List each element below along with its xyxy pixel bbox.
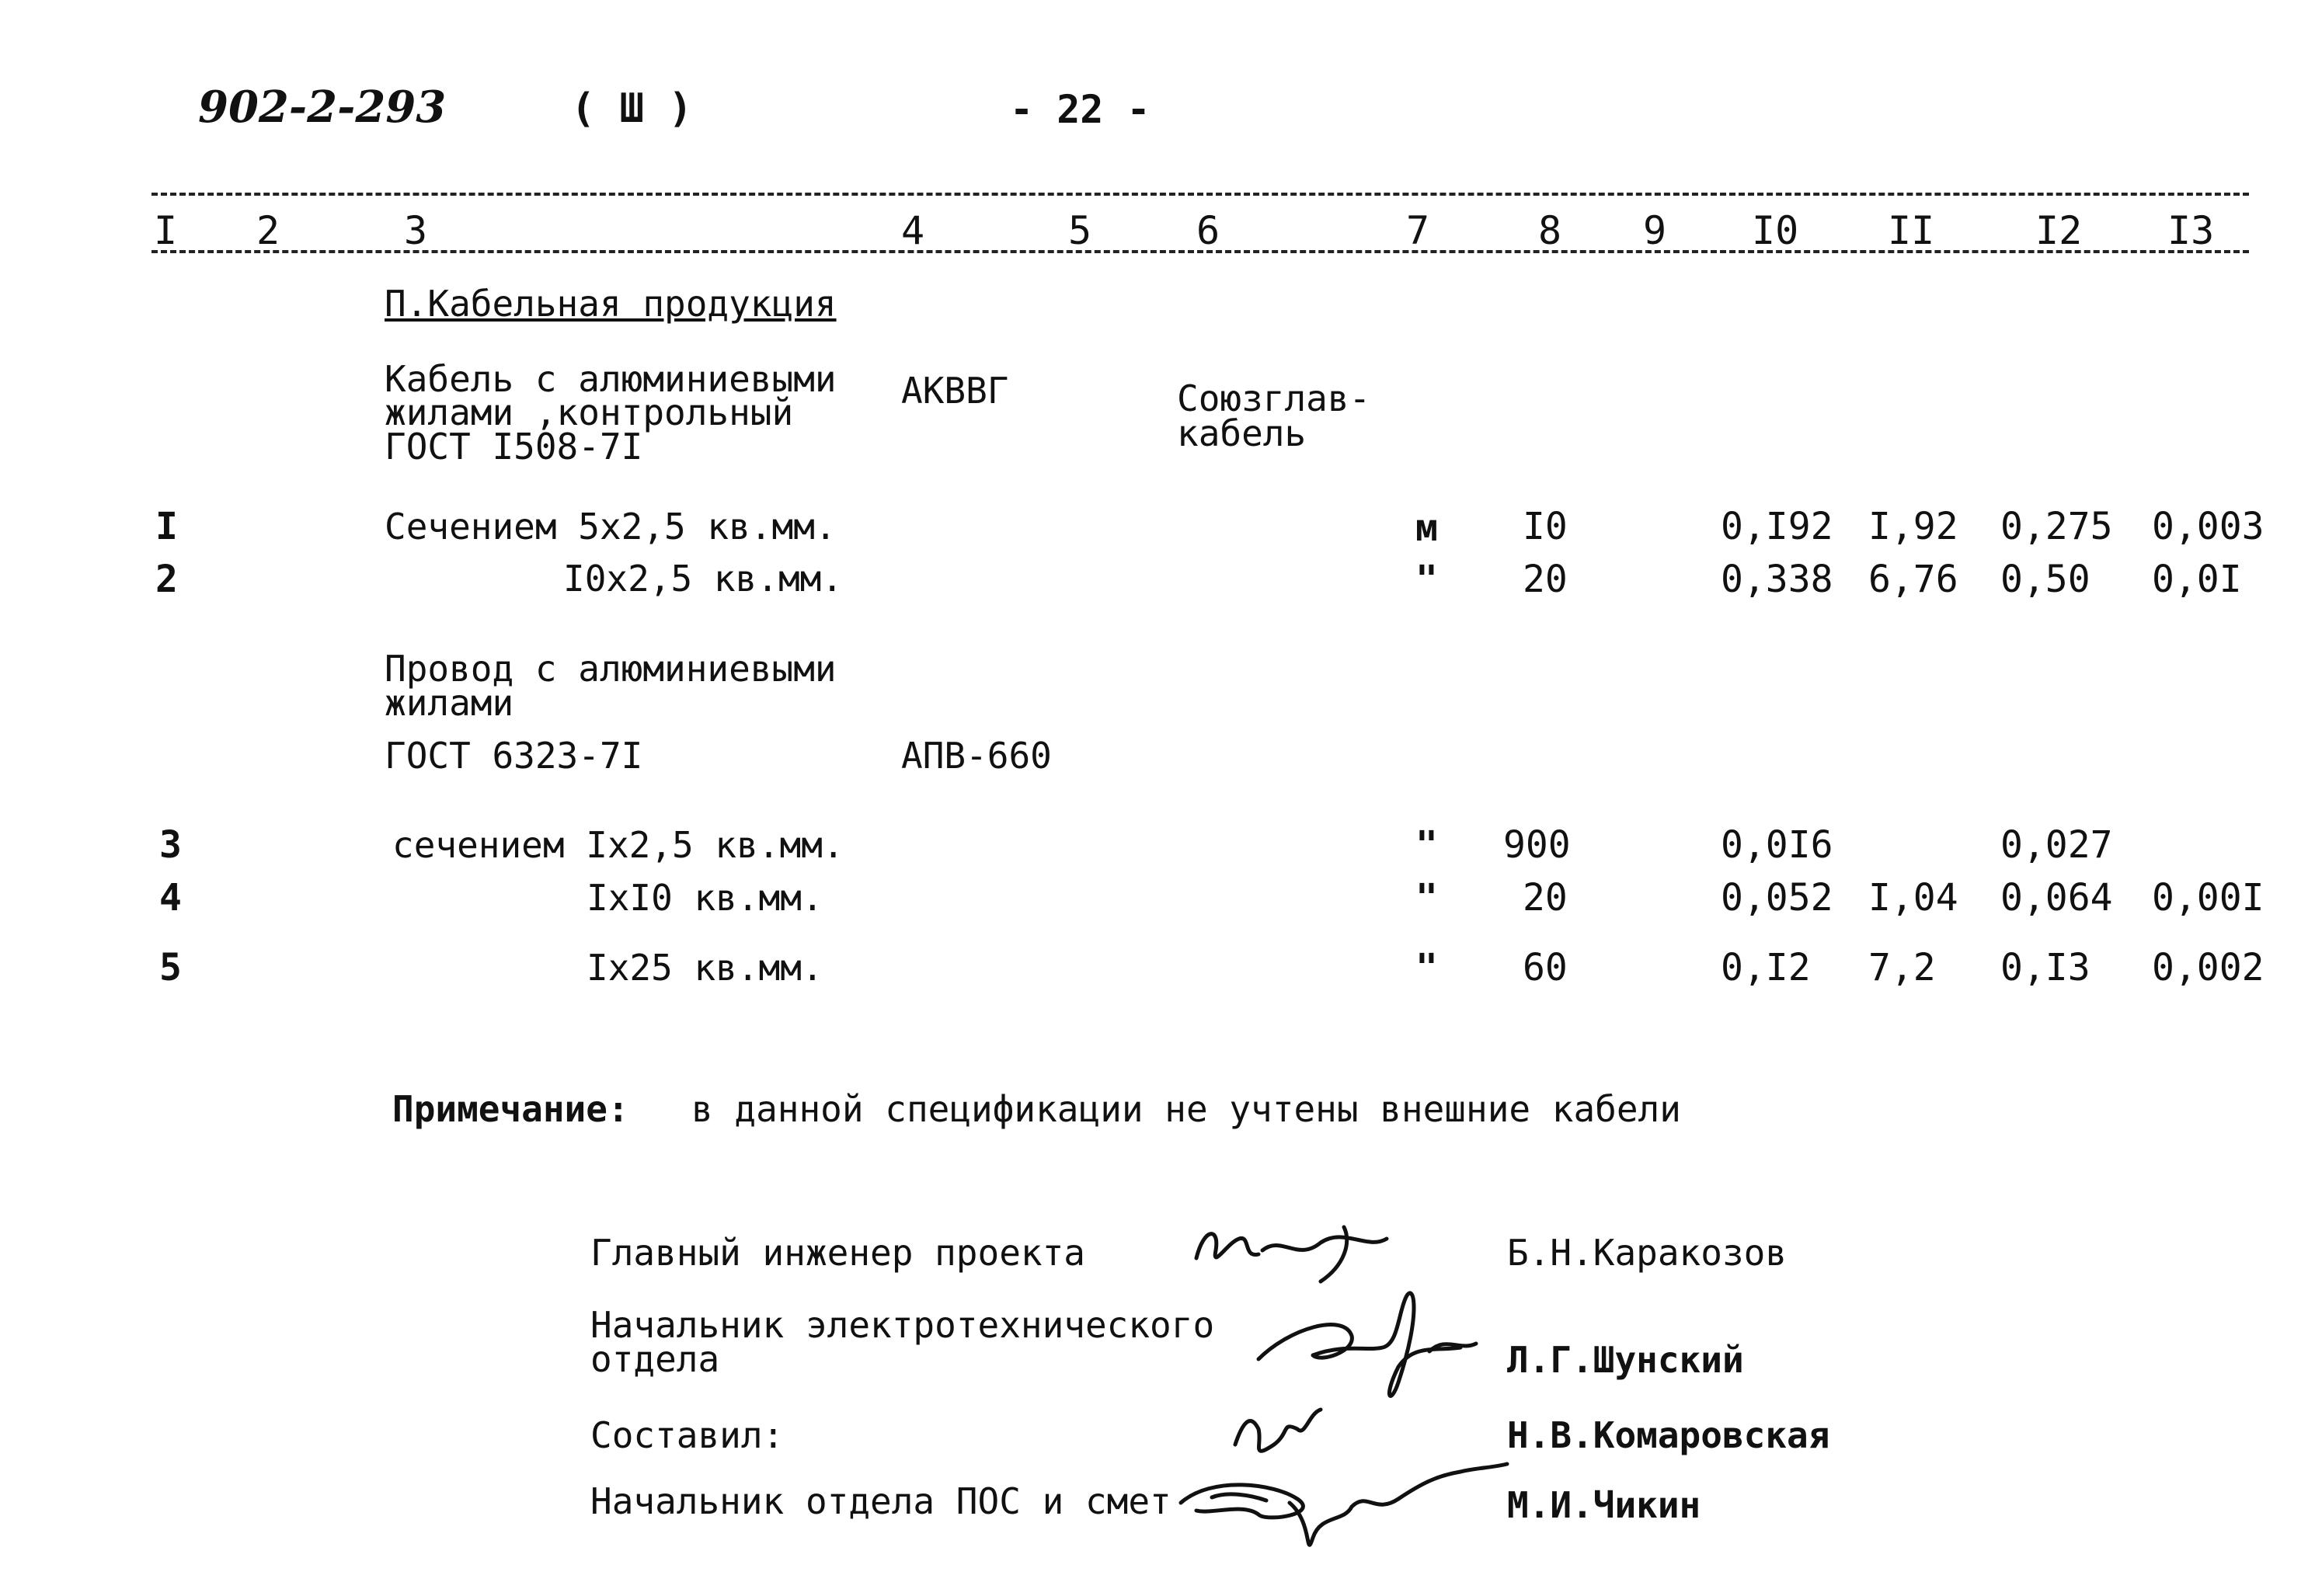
document-code: 902-2-293 [198,82,447,133]
row-4-unit: " [1415,876,1438,920]
row-3-no: 3 [159,823,182,867]
sig-3-role: Составил: [590,1414,785,1456]
header-rule-top [151,193,2249,196]
row-5-qty: 60 [1523,946,1568,989]
sig-2-role-line2: отдела [590,1338,720,1380]
col-2: 2 [256,208,280,253]
group2-gost: ГОСТ 6323-7I [385,735,643,777]
col-11: II [1888,208,1935,253]
group1-name-line1: Кабель с алюминиевыми [385,358,837,400]
col-8: 8 [1538,208,1562,253]
row-2-c13: 0,0I [2152,558,2242,601]
col-12: I2 [2035,208,2083,253]
row-4-qty: 20 [1523,876,1568,920]
row-4-c11: I,04 [1868,876,1958,920]
row-5-c13: 0,002 [2152,946,2265,989]
col-6: 6 [1196,208,1220,253]
row-5-c10: 0,I2 [1721,946,1811,989]
note-label: Примечание: [392,1088,629,1130]
col-5: 5 [1068,208,1092,253]
row-1-c10: 0,I92 [1721,505,1833,548]
row-1-c12: 0,275 [2000,505,2113,548]
header-rule-bottom [151,250,2249,253]
row-3-unit: " [1415,823,1438,867]
group1-mark: АКВВГ [901,370,1009,412]
group2-name-line2: жилами [385,682,514,724]
row-5-c11: 7,2 [1868,946,1936,989]
sig-4-role: Начальник отдела ПОС и смет [590,1480,1171,1522]
col-3: 3 [404,208,428,253]
row-2-c12: 0,50 [2000,558,2090,601]
sig-3-name: Н.В.Комаровская [1507,1414,1830,1456]
row-3-name: сечением Iх2,5 кв.мм. [392,824,844,866]
row-2-qty: 20 [1523,558,1568,601]
handwritten-signatures-image [1165,1196,1523,1584]
sig-1-role: Главный инженер проекта [590,1232,1085,1274]
row-5-no: 5 [159,946,182,989]
row-1-c11: I,92 [1868,505,1958,548]
row-4-name: IхI0 кв.мм. [587,877,823,919]
col-10: I0 [1752,208,1799,253]
row-4-c12: 0,064 [2000,876,2113,920]
row-1-no: I [155,505,178,548]
row-5-name: Iх25 кв.мм. [587,947,823,989]
row-1-c13: 0,003 [2152,505,2265,548]
row-2-name: I0х2,5 кв.мм. [563,558,844,600]
sig-2-role-line1: Начальник электротехнического [590,1304,1215,1346]
group2-name-line1: Провод с алюминиевыми [385,648,837,690]
row-2-c11: 6,76 [1868,558,1958,601]
row-2-no: 2 [155,558,178,601]
row-1-unit: м [1415,506,1438,550]
sig-2-name: Л.Г.Шунский [1507,1339,1744,1381]
row-4-c10: 0,052 [1721,876,1833,920]
group1-supplier-line1: Союзглав- [1177,377,1371,419]
col-9: 9 [1643,208,1667,253]
row-1-name: Сечением 5х2,5 кв.мм. [385,506,837,548]
document-section: ( Ш ) [571,85,693,132]
row-2-unit: " [1415,558,1438,601]
col-4: 4 [901,208,925,253]
col-1: I [154,208,178,253]
page-number: - 22 - [1010,87,1151,132]
row-1-qty: I0 [1523,505,1568,548]
row-5-c12: 0,I3 [2000,946,2090,989]
note-text: в данной спецификации не учтены внешние кабели [691,1088,1681,1130]
row-5-unit: " [1415,946,1438,989]
row-2-c10: 0,338 [1721,558,1833,601]
col-7: 7 [1406,208,1430,253]
row-4-no: 4 [159,876,182,920]
row-3-c12: 0,027 [2000,823,2113,867]
row-3-c10: 0,0I6 [1721,823,1833,867]
group1-name-line2: жилами ,контрольный [385,391,794,433]
sig-1-name: Б.Н.Каракозов [1507,1232,1788,1274]
group1-supplier-line2: кабель [1177,412,1307,454]
row-4-c13: 0,00I [2152,876,2265,920]
col-13: I3 [2167,208,2215,253]
group1-name-line3: ГОСТ I508-7I [385,426,643,468]
section-title: П.Кабельная продукция [385,283,837,325]
group2-mark: АПВ-660 [901,735,1052,777]
sig-4-name: М.И.Чикин [1507,1484,1701,1526]
row-3-qty: 900 [1503,823,1571,867]
